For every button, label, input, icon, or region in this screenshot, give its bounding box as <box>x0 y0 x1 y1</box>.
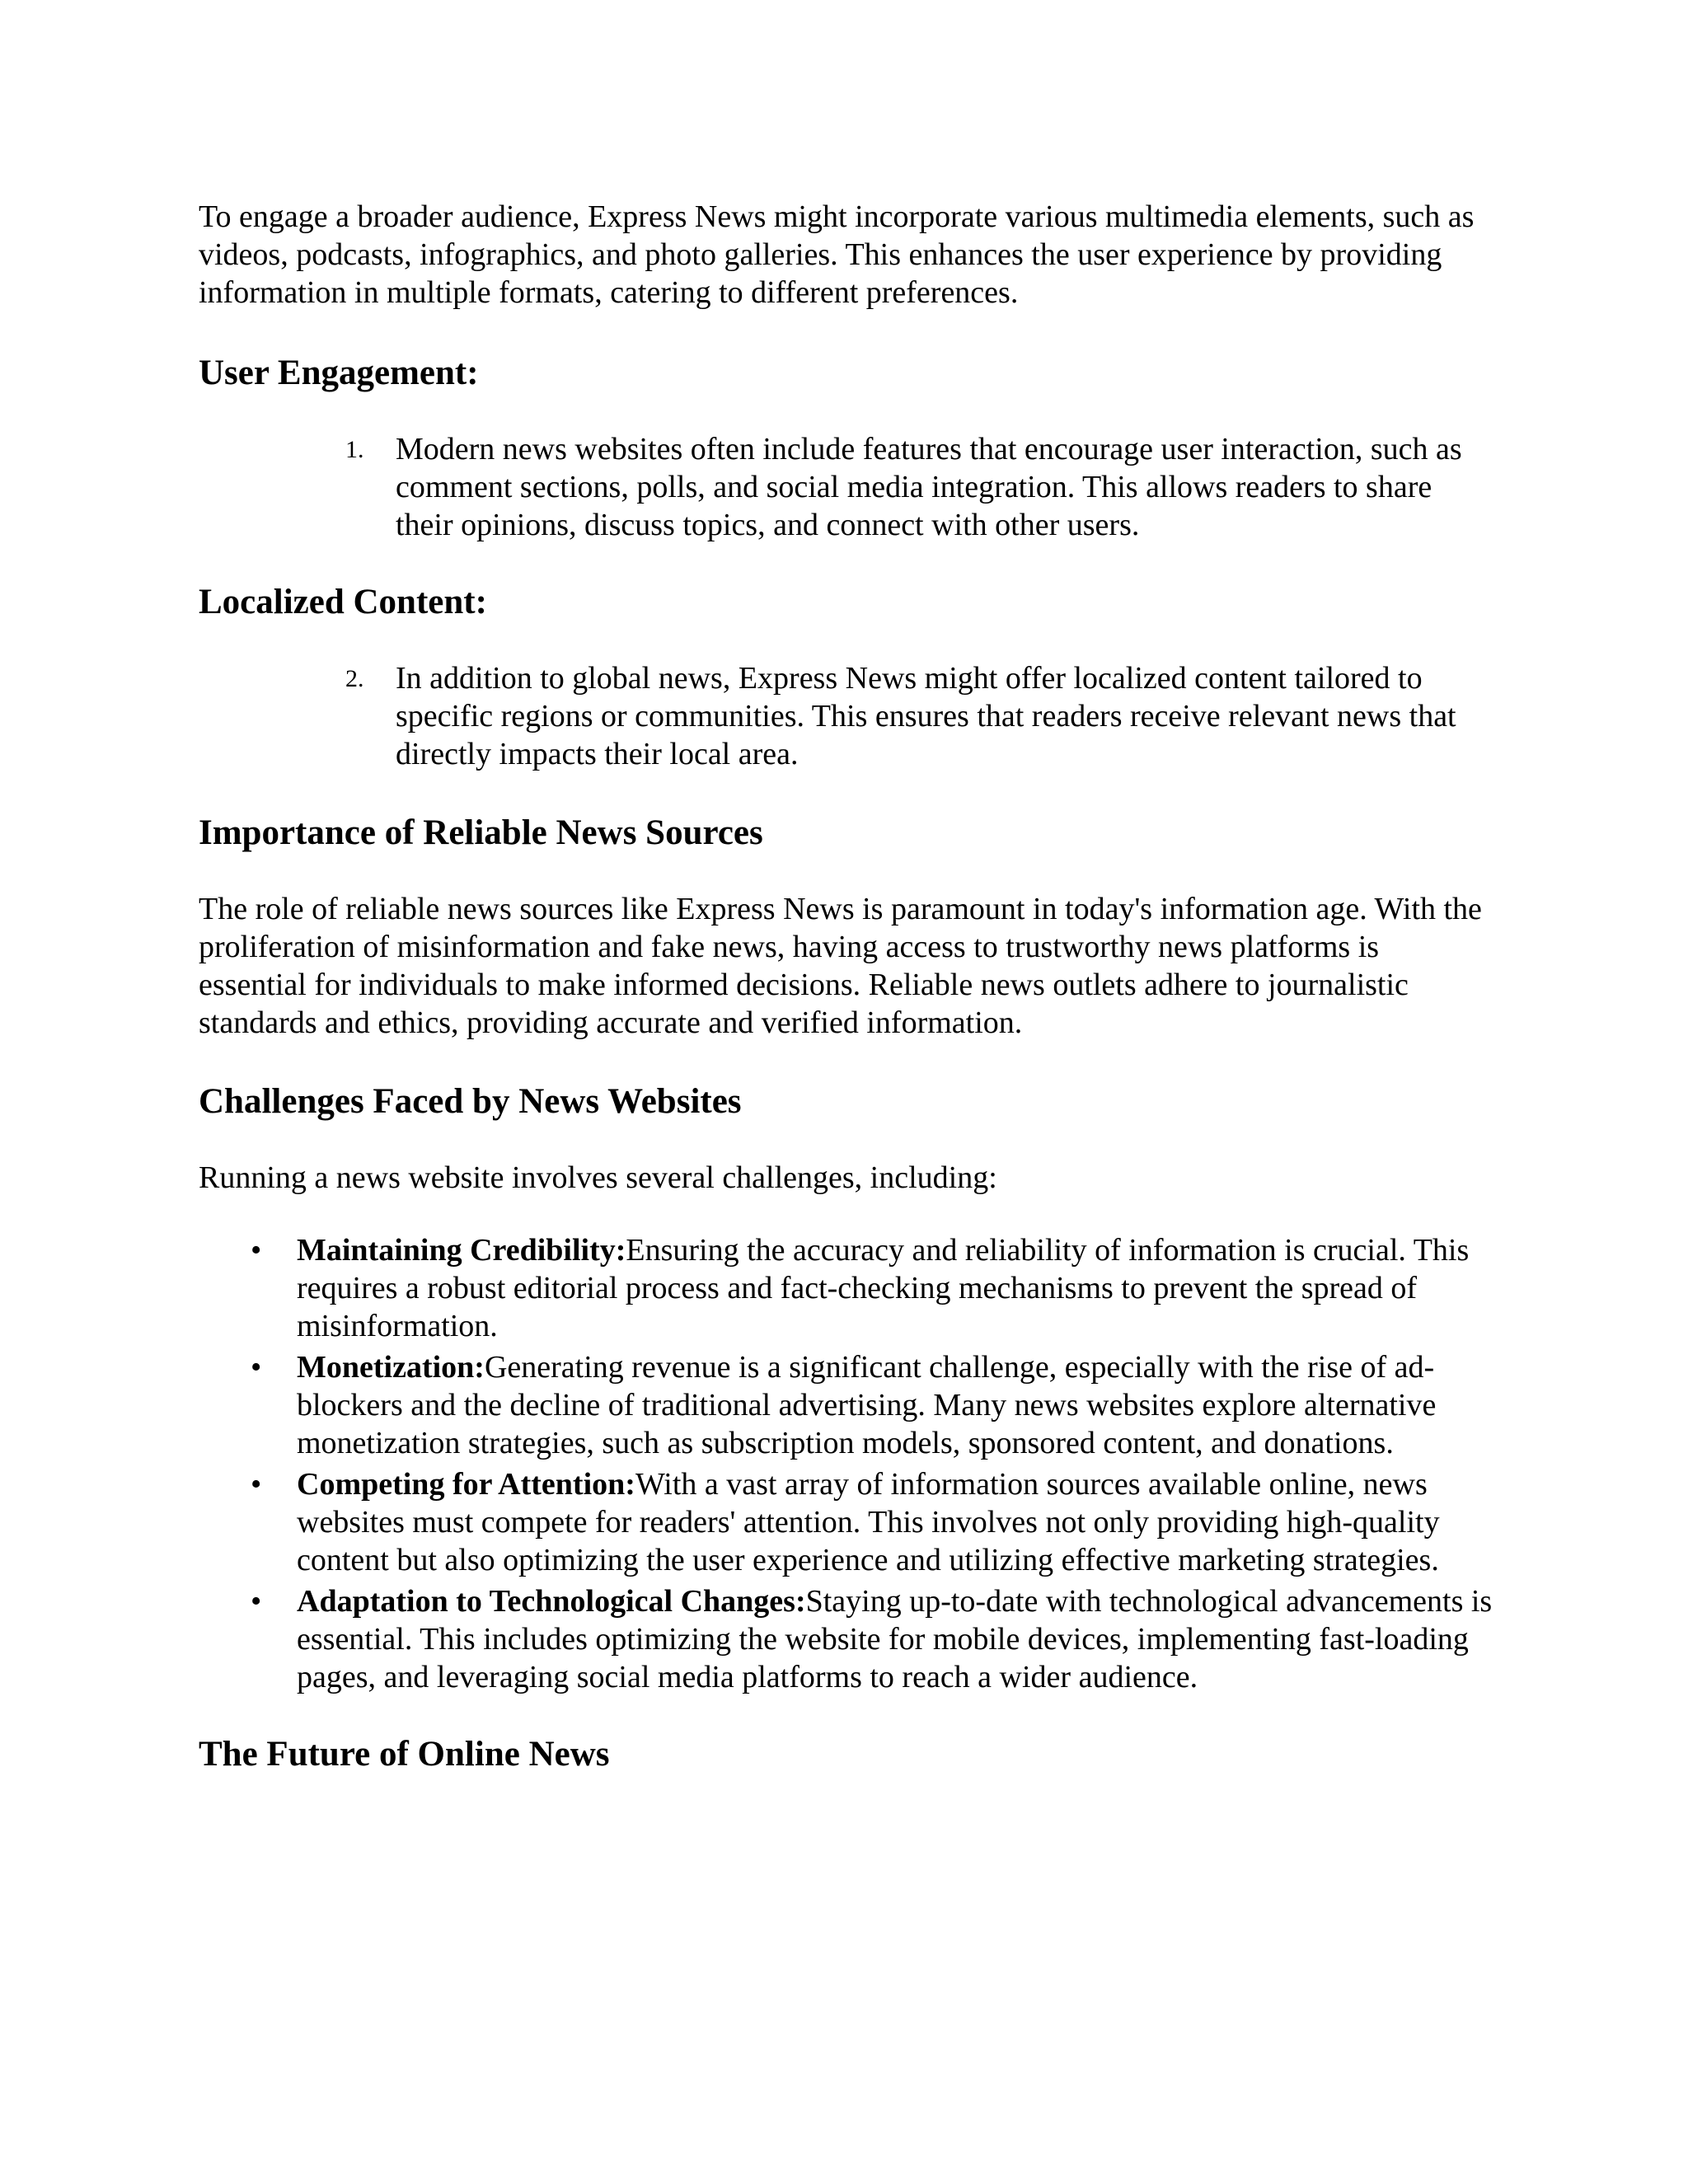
list-item-label: Monetization: <box>297 1350 485 1385</box>
document-body <box>199 198 1493 1775</box>
list-item <box>199 1465 1493 1579</box>
list-item-text: With a vast array of information sources available online, news websites must compete for readers' attention. This involves not only providing high-quality content but also optimizing the user experience and utilizing effective marketing strategies. <box>297 1467 1440 1577</box>
list-item-text: Generating revenue is a significant challenge, especially with the rise of ad-blockers and the decline of traditional advertising. Many news websites explore alternative monetization strategies, such as subscription models, sponsored content, and donations. <box>297 1350 1437 1460</box>
list-item <box>199 1348 1493 1462</box>
list-item-label: Adaptation to Technological Changes: <box>297 1584 806 1619</box>
list-item-label: Competing for Attention: <box>297 1467 635 1502</box>
numbered-item-1 <box>199 430 1493 544</box>
bullet-icon: • <box>251 1584 262 1619</box>
challenges-intro-paragraph: Running a news website involves several challenges, including: <box>199 1160 997 1195</box>
list-item <box>199 1582 1493 1696</box>
numbered-item-2 <box>199 659 1493 773</box>
numbered-item-text: In addition to global news, Express News might offer localized content tailored to specific regions or communities. This ensures that readers receive relevant news that directly impacts their local area. <box>396 661 1456 771</box>
bullet-icon: • <box>251 1350 262 1385</box>
bullet-icon: • <box>251 1233 262 1268</box>
numbered-item-text: Modern news websites often include features that encourage user interaction, such as comment sections, polls, and social media integration. This allows readers to share their opinions, discuss topics, and connect with other users. <box>396 432 1462 542</box>
heading-challenges: Challenges Faced by News Websites <box>199 1082 742 1121</box>
list-number: 1. <box>345 436 364 463</box>
list-item <box>199 1231 1493 1345</box>
list-item-text: Ensuring the accuracy and reliability of information is crucial. This requires a robust editorial process and fact-checking mechanisms to prevent the spread of misinformation. <box>297 1233 1470 1343</box>
intro-paragraph: To engage a broader audience, Express News might incorporate various multimedia elements, such as videos, podcasts, infographics, and photo galleries. This enhances the user experience by providing information in multiple formats, catering to different preferences. <box>199 199 1475 310</box>
heading-localized-content: Localized Content: <box>199 583 487 621</box>
heading-user-engagement: User Engagement: <box>199 354 479 392</box>
heading-importance: Importance of Reliable News Sources <box>199 813 763 852</box>
heading-future: The Future of Online News <box>199 1735 610 1774</box>
importance-paragraph: The role of reliable news sources like Express News is paramount in today's information age. With the proliferation of misinformation and fake news, having access to trustworthy news platforms is essential for individuals to make informed decisions. Reliable news outlets adhere to journalistic standards and ethics, providing accurate and verified information. <box>199 892 1482 1040</box>
challenges-list <box>199 1231 1493 1696</box>
list-number: 2. <box>345 665 364 692</box>
bullet-icon: • <box>251 1467 262 1502</box>
list-item-label: Maintaining Credibility: <box>297 1233 626 1268</box>
list-item-text: Staying up-to-date with technological advancements is essential. This includes optimizing the website for mobile devices, implementing fast-loading pages, and leveraging social media platforms to reach a wider audience. <box>297 1584 1493 1694</box>
